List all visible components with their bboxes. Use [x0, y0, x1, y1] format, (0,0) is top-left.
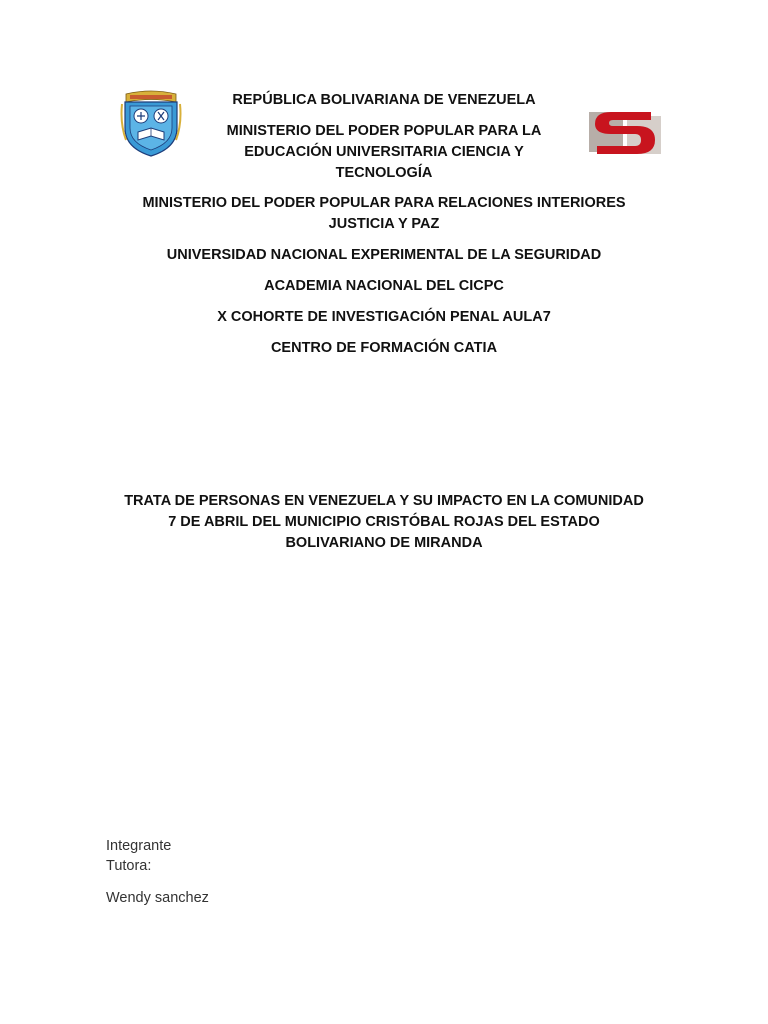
- header-republic: REPÚBLICA BOLIVARIANA DE VENEZUELA: [232, 92, 536, 108]
- header-cohort: X COHORTE DE INVESTIGACIÓN PENAL AULA7: [217, 309, 551, 325]
- tutor-label: Tutora:: [106, 858, 152, 874]
- document-title-line2: 7 DE ABRIL DEL MUNICIPIO CRISTÓBAL ROJAS DEL ESTADO: [168, 514, 600, 530]
- header-academy: ACADEMIA NACIONAL DEL CICPC: [264, 278, 504, 294]
- header-university: UNIVERSIDAD NACIONAL EXPERIMENTAL DE LA SEGURIDAD: [166, 247, 602, 263]
- header-ministry-education-line3: TECNOLOGÍA: [335, 165, 433, 181]
- header-ministry-interior-line1: MINISTERIO DEL PODER POPULAR PARA RELACIONES INTERIORES: [142, 195, 626, 211]
- tutor-name: Wendy sanchez: [106, 890, 209, 906]
- member-label: Integrante: [106, 838, 172, 854]
- header-training-center: CENTRO DE FORMACIÓN CATIA: [270, 340, 498, 356]
- header-ministry-education-line2: EDUCACIÓN UNIVERSITARIA CIENCIA Y: [244, 144, 524, 160]
- header-ministry-education-line1: MINISTERIO DEL PODER POPULAR PARA LA: [226, 123, 542, 139]
- header-ministry-interior-line2: JUSTICIA Y PAZ: [328, 216, 440, 232]
- document-title-line3: BOLIVARIANO DE MIRANDA: [285, 535, 483, 551]
- document-title-line1: TRATA DE PERSONAS EN VENEZUELA Y SU IMPACTO EN LA COMUNIDAD: [124, 493, 644, 509]
